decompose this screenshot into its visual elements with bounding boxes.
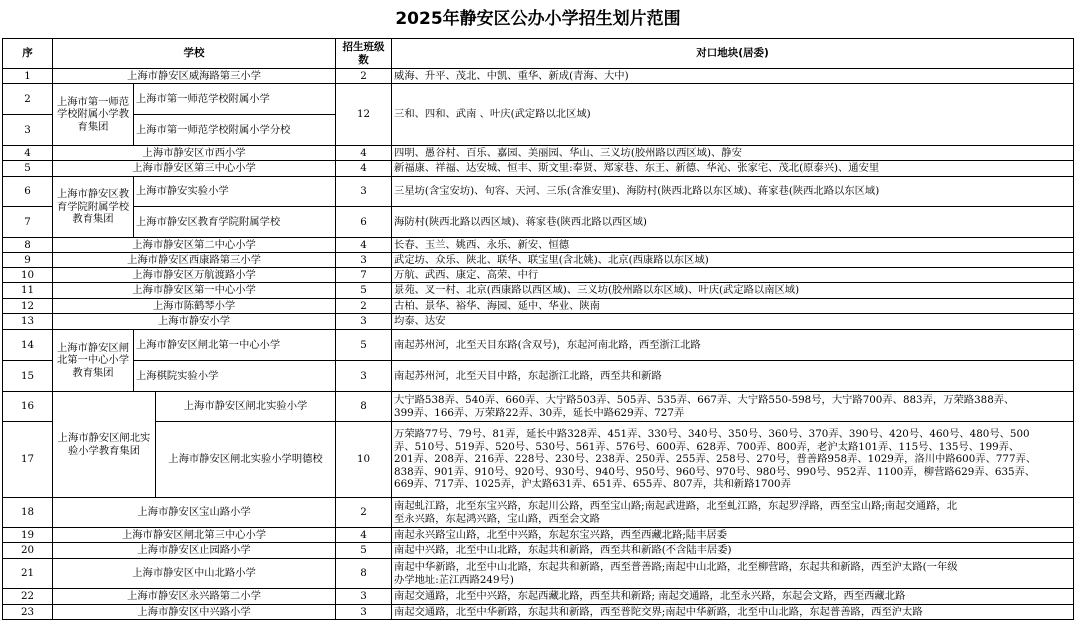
school-name: 上海市静安区闸北第三中心小学 [53, 528, 336, 543]
area-text: 南起永兴路宝山路，北至中兴路，东起东宝兴路，西至西藏北路;陆丰居委 [392, 528, 1074, 543]
area-text: 武定坊、众乐、陕北、联华、联宝里(含北姚)、北京(西康路以东区域) [392, 253, 1074, 268]
table-row [3, 253, 1074, 268]
table-row [3, 146, 1074, 161]
row-no: 4 [3, 146, 53, 161]
page-title: 2025年静安区公办小学招生划片范围 [395, 9, 681, 29]
school-name: 上海市静安区闸北实验小学明德校 [156, 422, 336, 498]
table-row [3, 528, 1074, 543]
table-row [3, 330, 1074, 361]
area-text: 新福康、祥福、达安城、恒丰、斯文里:奉贤、郑家巷、东王、新德、华沁、张家宅、茂北(原泰兴)、通安里 [392, 161, 1074, 177]
area-line: 办学地址:芷江西路249号) [394, 573, 514, 586]
class-count: 4 [336, 528, 392, 543]
table-row [3, 69, 1074, 84]
row-no: 1 [3, 69, 53, 84]
table-row [3, 238, 1074, 253]
area-line: 201弄、208弄、216弄、228号、230号、238弄、250弄、255弄、258号、270号，普善路958弄、1029弄，洛川中路600弄、777弄、 [394, 453, 1037, 466]
area-text [392, 422, 1074, 498]
group-name: 上海市静安区闸北第一中心小学教育集团 [53, 330, 134, 392]
area-line: 669弄、717弄、1025弄，沪太路631弄、651弄、655弄、807弄，共和新路1700弄 [394, 478, 791, 491]
area-text: 海防村(陕西北路以西区域)、蒋家巷(陕西北路以西区域) [392, 207, 1074, 238]
class-count: 8 [336, 559, 392, 589]
class-count: 8 [336, 392, 392, 422]
table-row [3, 161, 1074, 177]
school-name: 上海市静安区第一中心小学 [53, 283, 336, 299]
row-no: 20 [3, 543, 53, 559]
school-name: 上海市静安小学 [53, 314, 336, 330]
row-no: 17 [3, 422, 53, 498]
table-row [3, 177, 1074, 207]
school-name: 上海市静安区中兴路小学 [53, 605, 336, 620]
table-row [3, 361, 1074, 392]
area-line: 万荣路77号、79号、81弄，延长中路328弄、451弄、330号、340号、350号、360号、370弄、390号、420号、460号、480号、500 [394, 428, 1030, 441]
row-no: 22 [3, 589, 53, 605]
row-no: 8 [3, 238, 53, 253]
area-text [392, 392, 1074, 422]
area-text: 南起中兴路，北至中山北路，东起共和新路，西至共和新路(不含陆丰居委) [392, 543, 1074, 559]
area-text: 威海、升平、茂北、中凯、重华、新成(青海、大中) [392, 69, 1074, 84]
table-row [3, 299, 1074, 314]
area-text: 三星坊(含宝安坊)、旬容、天河、三乐(含淮安里)、海防村(陕西北路以东区域)、蒋家巷(陕西北路以东区域) [392, 177, 1074, 207]
class-count: 10 [336, 422, 392, 498]
allocation-table [2, 38, 1074, 620]
school-name: 上海市静安区第二中心小学 [53, 238, 336, 253]
class-count: 5 [336, 543, 392, 559]
row-no: 21 [3, 559, 53, 589]
area-line: 838弄、901弄、910号、920号、930号、940号、950号、960号、970号、980号、990号、952弄、1100弄，柳营路629弄、635弄、 [394, 465, 1036, 478]
table-row [3, 207, 1074, 238]
class-count: 5 [336, 283, 392, 299]
class-count: 3 [336, 589, 392, 605]
area-text: 景苑、叉一村、北京(西康路以西区域)、三义坊(胶州路以东区域)、叶庆(武定路以南区域) [392, 283, 1074, 299]
table-row [3, 589, 1074, 605]
class-count: 3 [336, 605, 392, 620]
school-name: 上海市第一师范学校附属小学 [134, 84, 336, 115]
row-no: 18 [3, 498, 53, 528]
school-name: 上海市静安区中山北路小学 [53, 559, 336, 589]
table-row [3, 84, 1074, 115]
table-row [3, 559, 1074, 589]
row-no: 6 [3, 177, 53, 207]
group-name: 上海市静安区闸北实验小学教育集团 [53, 392, 156, 498]
table-header-row [3, 39, 1074, 69]
area-text: 三和、四和、武南 、叶庆(武定路以北区域) [392, 84, 1074, 146]
class-count: 3 [336, 361, 392, 392]
row-no: 2 [3, 84, 53, 115]
row-no: 3 [3, 115, 53, 146]
area-line: 至永兴路，东起鸿兴路，宝山路，西至会文路 [394, 512, 600, 525]
group-name: 上海市静安区教育学院附属学校教育集团 [53, 177, 134, 238]
area-line: 南起虬江路，北至东宝兴路，东起川公路，西至宝山路;南起武进路，北至虬江路，东起罗浮路，西至宝山路;南起交通路，北 [394, 499, 957, 512]
row-no: 23 [3, 605, 53, 620]
row-no: 12 [3, 299, 53, 314]
area-text: 均泰、达安 [392, 314, 1074, 330]
table-row [3, 498, 1074, 528]
table-row [3, 314, 1074, 330]
school-name: 上海棋院实验小学 [134, 361, 336, 392]
class-count: 7 [336, 268, 392, 283]
area-line: 399弄、166弄、万荣路22弄、30弄，延长中路629弄、727弄 [394, 406, 685, 419]
table-row [3, 392, 1074, 422]
area-line: 弄、510号、519弄、520号、530号、561弄、576号、600弄、628弄、700弄、800弄，老沪太路101弄、115号、135号、199弄、 [394, 440, 1020, 453]
area-text [392, 498, 1074, 528]
class-count: 3 [336, 253, 392, 268]
area-text: 四明、愚谷村、百乐、嘉园、美丽园、华山、三义坊(胶州路以西区域)、静安 [392, 146, 1074, 161]
school-name: 上海市静安区止园路小学 [53, 543, 336, 559]
school-name: 上海市静安区市西小学 [53, 146, 336, 161]
school-name: 上海市静安区永兴路第二小学 [53, 589, 336, 605]
area-text: 万航、武西、康定、高荣、中行 [392, 268, 1074, 283]
row-no: 9 [3, 253, 53, 268]
school-name: 上海市静安区西康路第三小学 [53, 253, 336, 268]
class-count: 2 [336, 498, 392, 528]
header-classes: 招生班级数 [336, 39, 392, 69]
school-name: 上海市静安实验小学 [134, 177, 336, 207]
table-row [3, 283, 1074, 299]
row-no: 10 [3, 268, 53, 283]
class-count: 2 [336, 69, 392, 84]
school-name: 上海市静安区万航渡路小学 [53, 268, 336, 283]
row-no: 5 [3, 161, 53, 177]
school-name: 上海市第一师范学校附属小学分校 [134, 115, 336, 146]
area-text: 长春、玉兰、姚西、永乐、新安、恒德 [392, 238, 1074, 253]
school-name: 上海市陈鹤琴小学 [53, 299, 336, 314]
header-school: 学校 [53, 39, 336, 69]
school-name: 上海市静安区闸北第一中心小学 [134, 330, 336, 361]
area-line: 大宁路538弄、540弄、660弄、大宁路503弄、505弄、535弄、667弄、大宁路550-598号，大宁路700弄、883弄，万荣路388弄、 [394, 393, 1015, 406]
class-count: 6 [336, 207, 392, 238]
row-no: 7 [3, 207, 53, 238]
row-no: 14 [3, 330, 53, 361]
table-row [3, 605, 1074, 620]
class-count: 5 [336, 330, 392, 361]
row-no: 13 [3, 314, 53, 330]
area-text: 南起苏州河，北至天目中路，东起浙江北路，西至共和新路 [392, 361, 1074, 392]
group-name: 上海市第一师范学校附属小学教育集团 [53, 84, 134, 146]
area-text: 南起交通路，北至中华新路，东起共和新路，西至普陀交界;南起中华新路，北至中山北路，东起普善路，西至沪太路 [392, 605, 1074, 620]
school-name: 上海市静安区宝山路小学 [53, 498, 336, 528]
class-count: 4 [336, 238, 392, 253]
area-text: 古柏、景华、裕华、海园、延中、华业、陕南 [392, 299, 1074, 314]
class-count: 12 [336, 84, 392, 146]
class-count: 3 [336, 177, 392, 207]
class-count: 4 [336, 146, 392, 161]
school-name: 上海市静安区教育学院附属学校 [134, 207, 336, 238]
school-name: 上海市静安区闸北实验小学 [156, 392, 336, 422]
class-count: 3 [336, 314, 392, 330]
row-no: 16 [3, 392, 53, 422]
school-name: 上海市静安区威海路第三小学 [53, 69, 336, 84]
table-row [3, 268, 1074, 283]
area-text [392, 559, 1074, 589]
area-text: 南起交通路，北至中兴路，东起西藏北路，西至共和新路; 南起交通路，北至永兴路，东起会文路，西至西藏北路 [392, 589, 1074, 605]
table-row [3, 543, 1074, 559]
area-text: 南起苏州河，北至天目东路(含双号)，东起河南北路，西至浙江北路 [392, 330, 1074, 361]
row-no: 11 [3, 283, 53, 299]
table-row [3, 422, 1074, 498]
area-line: 南起中华新路，北至中山北路，东起共和新路，西至普善路;南起中山北路，北至柳营路，东起共和新路，西至沪太路(一年级 [394, 560, 958, 573]
school-name: 上海市静安区第三中心小学 [53, 161, 336, 177]
class-count: 4 [336, 161, 392, 177]
class-count: 2 [336, 299, 392, 314]
row-no: 19 [3, 528, 53, 543]
header-area: 对口地块(居委) [392, 39, 1074, 69]
header-no: 序 [3, 39, 53, 69]
row-no: 15 [3, 361, 53, 392]
